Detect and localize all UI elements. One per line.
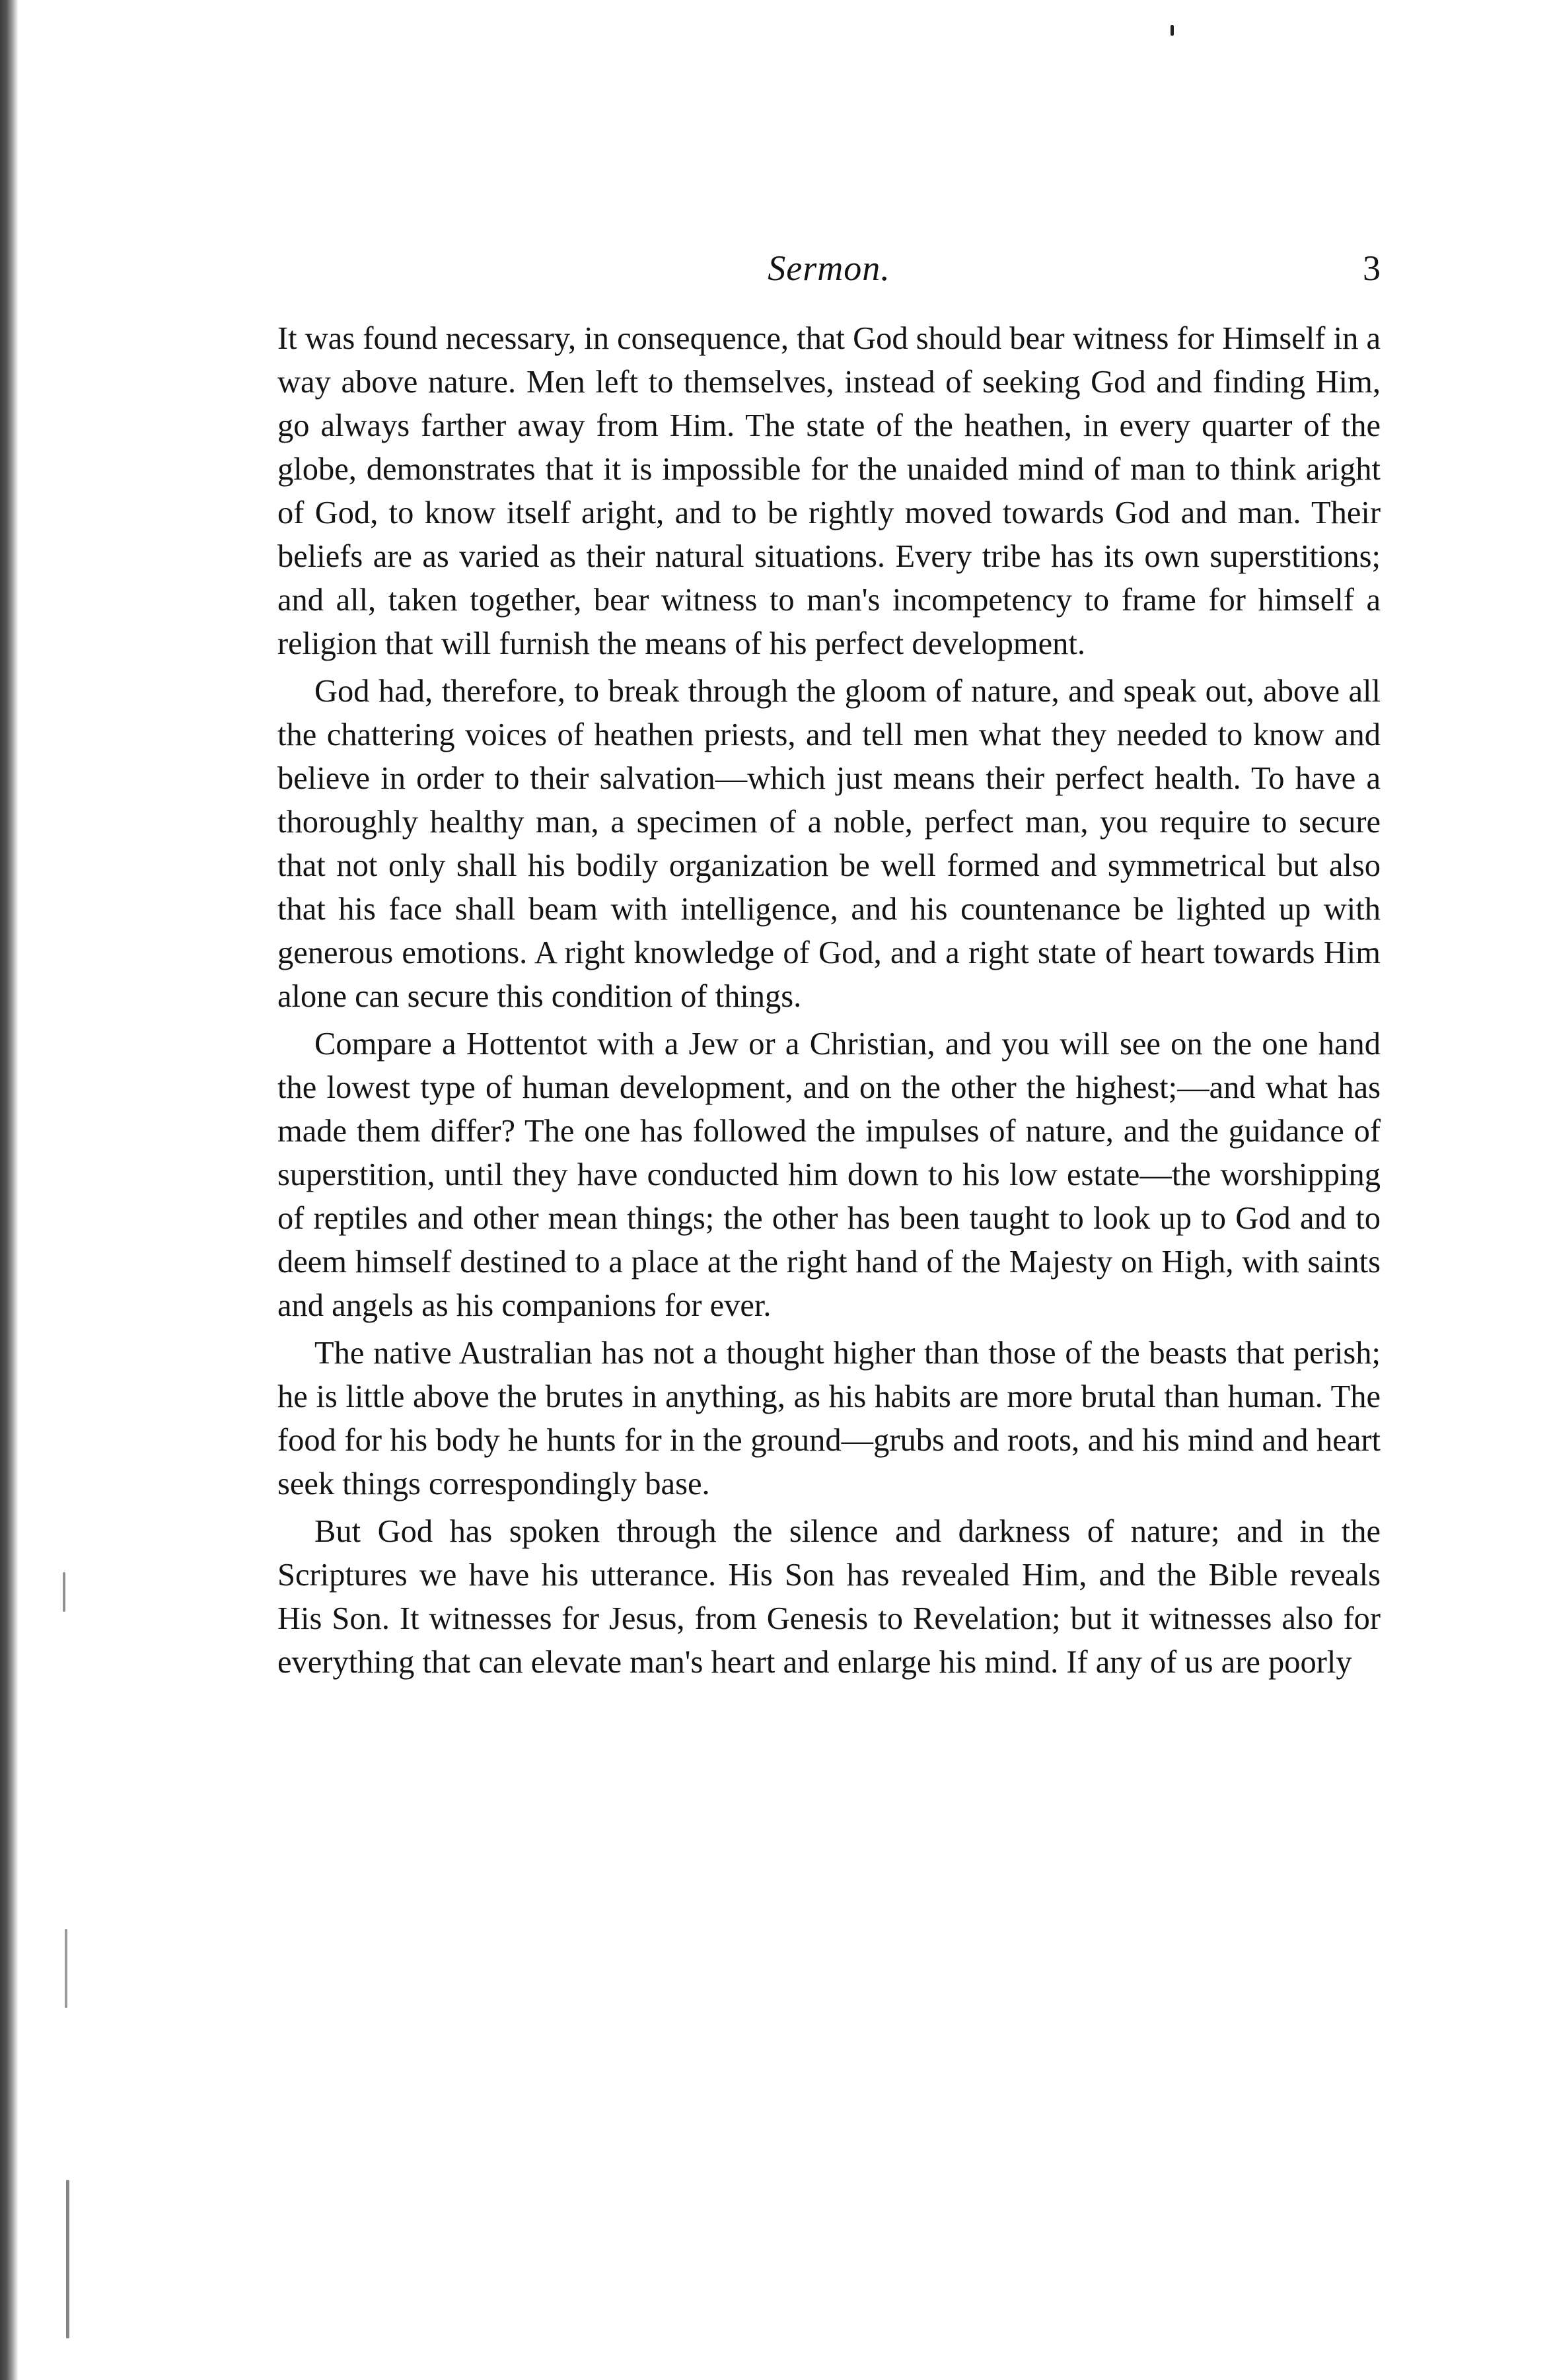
page-number: 3 bbox=[1363, 248, 1381, 288]
paragraph-2: God had, therefore, to break through the gloom of nature, and speak out, above all the chattering voices of heathen priests, and tell men what they needed to know and believe in order to their salvation—which just means their perfect health. To have a thoroughly healthy man, a specimen of a noble, perfect man, you require to secure that not only shall his bodily organization be well formed and symmetrical but also that his face shall beam with intelligence, and his countenance be lighted up with generous emotions. A right knowledge of God, and a right state of heart towards Him alone can secure this condition of things. bbox=[277, 674, 1381, 1014]
paragraph-3: Compare a Hottentot with a Jew or a Christian, and you will see on the one hand the lowest type of human development, and on the other the highest;—and what has made them differ? The one has followed the impulses of nature, and the guidance of superstition, until they have conducted him down to his low estate—the worshipping of reptiles and other mean things; the other has been taught to look up to God and to deem himself destined to a place at the right hand of the Majesty on High, with saints and angels as his companions for ever. bbox=[277, 1027, 1381, 1323]
page-header bbox=[277, 248, 1381, 301]
sermon-body bbox=[277, 317, 1381, 1688]
scan-speck bbox=[1171, 25, 1174, 36]
scanned-binding-edge bbox=[0, 0, 18, 2380]
paragraph-1: It was found necessary, in consequence, that God should bear witness for Himself in a way above nature. Men left to themselves, instead of seeking God and finding Him, go always farther away from Him. The state of the heathen, in every quarter of the globe, demonstrates that it is impossible for the unaided mind of man to think aright of God, to know itself aright, and to be rightly moved towards God and man. Their beliefs are as varied as their natural situations. Every tribe has its own superstitions; and all, taken together, bear witness to man's incompetency to frame for himself a religion that will furnish the means of his perfect development. bbox=[277, 321, 1381, 661]
scan-speck bbox=[63, 1572, 65, 1612]
scan-speck bbox=[65, 1929, 67, 2008]
running-title: Sermon. bbox=[768, 248, 890, 288]
paragraph-5: But God has spoken through the silence and darkness of nature; and in the Scriptures we have his utterance. His Son has revealed Him, and the Bible reveals His Son. It witnesses for Jesus, from Genesis to Revelation; but it witnesses also for everything that can elevate man's heart and enlarge his mind. If any of us are poorly bbox=[277, 1514, 1381, 1680]
paragraph-4: The native Australian has not a thought higher than those of the beasts that perish; he is little above the brutes in anything, as his habits are more brutal than human. The food for his body he hunts for in the ground—grubs and roots, and his mind and heart seek things correspondingly base. bbox=[277, 1336, 1381, 1501]
scan-speck bbox=[66, 2180, 69, 2338]
